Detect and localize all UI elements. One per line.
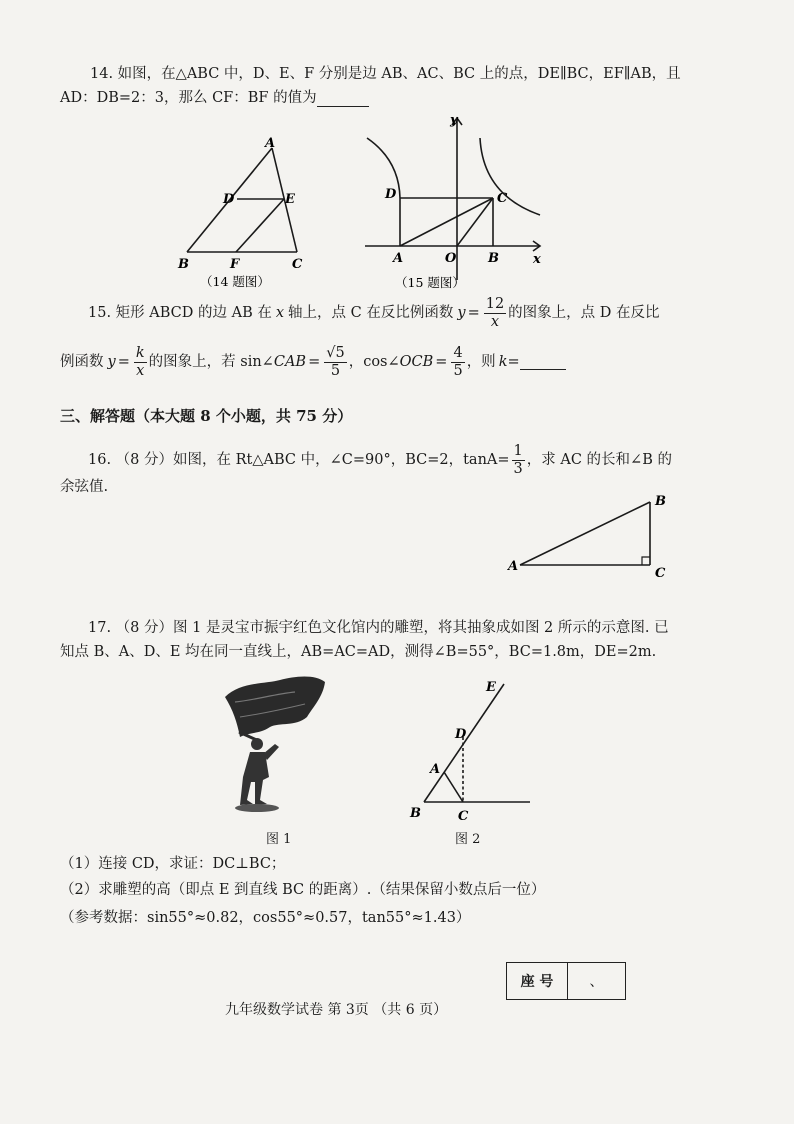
- q15-text-5: 的图象上，若 sin∠: [148, 353, 274, 370]
- label-b: B: [488, 251, 499, 266]
- q15-eq4: =: [435, 353, 448, 370]
- q14-figure: [170, 135, 320, 290]
- q15-figure: [355, 110, 555, 290]
- fig2-caption: 图 2: [455, 832, 481, 847]
- q15-line2: [60, 345, 566, 379]
- q15-var-y2: y: [107, 353, 116, 370]
- frac-num: 4: [453, 345, 463, 361]
- label-b: B: [410, 806, 421, 821]
- q15-var-k: k: [498, 353, 508, 370]
- q15-text-6: ，cos∠: [348, 353, 400, 370]
- q15-angle-ocb: OCB: [399, 353, 434, 370]
- q15-caption: （15 题图）: [395, 275, 465, 290]
- fig1-caption: 图 1: [266, 832, 292, 847]
- q17-sculpture-image: [195, 672, 340, 817]
- q15-text-4: 例函数: [60, 353, 104, 370]
- segment-ef: [236, 199, 284, 252]
- label-b: B: [178, 257, 189, 272]
- q14-caption: （14 题图）: [200, 274, 270, 289]
- label-d: D: [223, 192, 235, 207]
- label-d: D: [385, 187, 397, 202]
- sculpture-base: [235, 804, 279, 812]
- label-a: A: [508, 559, 519, 574]
- label-a: A: [393, 251, 404, 266]
- figure-body: [240, 752, 269, 805]
- q17-reference: （参考数据：sin55°≈0.82，cos55°≈0.57，tan55°≈1.43）: [60, 910, 471, 926]
- q14-line2: [60, 91, 369, 107]
- q15-text-3: 的图象上，点 D 在反比: [508, 304, 660, 321]
- frac-den: 5: [330, 362, 341, 379]
- q17-sub2: （2）求雕塑的高（即点 E 到直线 BC 的距离）.（结果保留小数点后一位）: [60, 882, 546, 898]
- q16-figure: [500, 485, 675, 580]
- right-angle-mark: [642, 557, 650, 565]
- line-be: [424, 684, 504, 802]
- q15-line1: [88, 296, 660, 330]
- q15-fraction-12-over-x: [484, 296, 506, 330]
- side-ab: [520, 502, 650, 565]
- flag-shape: [225, 677, 325, 738]
- segment-ac: [444, 772, 463, 802]
- seat-value[interactable]: 、: [589, 974, 604, 990]
- q15-eq: =: [467, 304, 480, 321]
- frac-den: x: [490, 313, 500, 330]
- q15-text-1: 15. 矩形 ABCD 的边 AB 在: [88, 304, 272, 321]
- q17-line1: 17. （8 分）图 1 是灵宝市振宇红色文化馆内的雕塑，将其抽象成如图 2 所示的示意图. 已: [88, 620, 669, 636]
- label-c: C: [458, 809, 469, 824]
- q15-text-7: ，则: [466, 353, 496, 370]
- label-d: D: [455, 727, 467, 742]
- label-y: y: [450, 113, 458, 128]
- label-a: A: [430, 762, 441, 777]
- label-e: E: [285, 192, 295, 207]
- label-b: B: [655, 494, 666, 509]
- q15-var-y: y: [457, 304, 466, 321]
- label-a: A: [265, 136, 276, 151]
- frac-num: 1: [513, 443, 523, 459]
- q16-text-2: ，求 AC 的长和∠B 的: [526, 451, 672, 468]
- label-o: O: [445, 251, 457, 266]
- q15-eq3: =: [308, 353, 321, 370]
- label-c: C: [655, 566, 666, 580]
- q16-line1: [88, 443, 672, 477]
- label-f: F: [230, 257, 240, 272]
- q17-sub1: （1）连接 CD，求证：DC⊥BC；: [60, 856, 286, 872]
- frac-num: √5: [326, 345, 345, 361]
- segment-oc: [457, 198, 493, 246]
- frac-den: 5: [453, 362, 463, 379]
- q17-line2: 知点 B、A、D、E 均在同一直线上，AB=AC=AD，测得∠B=55°，BC=1.8m，DE=2m.: [60, 644, 657, 660]
- q16-fraction-1-over-3: [512, 443, 525, 477]
- q15-eq2: =: [117, 353, 130, 370]
- figure-arm: [263, 744, 279, 760]
- frac-den: 3: [513, 460, 523, 477]
- q15-var-x: x: [275, 304, 285, 321]
- q15-fraction-k-over-x: [134, 345, 147, 379]
- seat-label: 座 号: [507, 963, 568, 999]
- q14-line2-text: AD：DB=2：3，那么 CF：BF 的值为: [60, 90, 317, 106]
- q15-fraction-4-over-5: [451, 345, 464, 379]
- q15-angle-cab: CAB: [273, 353, 307, 370]
- q15-text-2: 轴上，点 C 在反比例函数: [288, 304, 454, 321]
- q14-line1: 14. 如图，在△ABC 中，D、E、F 分别是边 AB、AC、BC 上的点，DE∥BC，EF∥AB，且: [90, 66, 681, 82]
- label-x: x: [533, 252, 541, 267]
- q16-line2: 余弦值.: [60, 479, 109, 495]
- q16-text-1: 16. （8 分）如图，在 Rt△ABC 中，∠C=90°，BC=2，tanA=: [88, 451, 510, 468]
- frac-num: k: [135, 345, 145, 361]
- frac-den: x: [136, 362, 145, 379]
- q15-fraction-sqrt5-over-5: [324, 345, 346, 379]
- segment-ac: [400, 198, 493, 246]
- label-c: C: [497, 191, 508, 206]
- page-footer: 九年级数学试卷 第 3页 （共 6 页）: [225, 1002, 448, 1018]
- q14-answer-blank[interactable]: [317, 91, 369, 107]
- label-c: C: [292, 257, 303, 272]
- section3-title: 三、解答题（本大题 8 个小题，共 75 分）: [60, 407, 353, 425]
- q17-figure2: [400, 675, 540, 825]
- q15-answer-blank[interactable]: [520, 354, 566, 370]
- figure-head: [251, 738, 263, 750]
- seat-number-box: [506, 962, 626, 1000]
- frac-num: 12: [485, 296, 505, 312]
- label-e: E: [486, 680, 496, 695]
- q15-text-8: =: [507, 353, 520, 370]
